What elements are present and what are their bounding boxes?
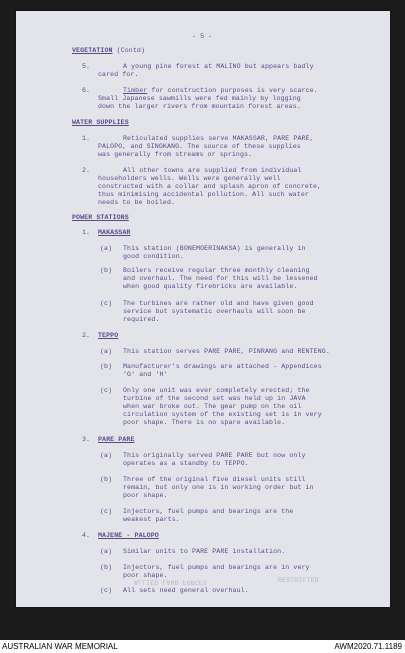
archive-footer xyxy=(0,640,405,653)
heading-suffix: (Contd) xyxy=(116,47,146,54)
item-number: 6. xyxy=(82,87,91,94)
paragraph-line: poor shape. xyxy=(123,572,168,579)
section-heading-water-supplies: WATER SUPPLIES xyxy=(72,119,129,126)
sub-item-tag: (a) xyxy=(100,245,113,252)
paragraph-line: weakest parts. xyxy=(123,516,180,523)
item-number: 1. xyxy=(82,135,91,142)
paragraph-line: turbine of the second set was held up in JAVA xyxy=(123,395,306,402)
sub-item-tag: (c) xyxy=(100,300,113,307)
subsection-title: TEPPO xyxy=(98,332,119,339)
paragraph-line: Reticulated supplies serve MAKASSAR, PARE PARE, xyxy=(123,135,314,142)
paragraph-line: This originally served PARE PARE but now only xyxy=(123,452,306,459)
sub-item-tag: (b) xyxy=(100,363,113,370)
paragraph-line: All sets need general overhaul. xyxy=(123,587,249,594)
paragraph-line: was generally from streams or springs. xyxy=(98,151,253,158)
footer-source: AUSTRALIAN WAR MEMORIAL xyxy=(2,642,118,651)
paragraph-line: This station serves PARE PARE, PINRANG and RENTENG. xyxy=(123,348,330,355)
page-number: - 5 - xyxy=(192,33,213,40)
section-heading-vegetation xyxy=(72,47,145,55)
paragraph-line: Small Japanese sawmills were fed mainly by logging xyxy=(98,95,301,102)
heading-text: VEGETATION xyxy=(72,47,113,54)
paragraph-line: when good quality firebricks are available. xyxy=(123,283,298,290)
paragraph-line: constructed with a collar and splash apron of concrete, xyxy=(98,183,322,190)
paragraph-line: circulation system of the existing set is in very xyxy=(123,411,322,418)
subsection-title: PARE PARE xyxy=(98,436,135,443)
subsection-number: 3. xyxy=(82,436,91,443)
paragraph-line: Only one unit was ever completely erected; the xyxy=(123,387,310,394)
paragraph-line: Injectors, fuel pumps and bearings are the xyxy=(123,508,294,515)
bleed-through-text: ALLIED LAND FORCES xyxy=(134,578,208,586)
subsection-number: 2. xyxy=(82,332,91,339)
paragraph-line: Similar units to PARE PARE installation. xyxy=(123,548,286,555)
paragraph-line: The turbines are rather old and have given good xyxy=(123,300,314,307)
paragraph-line: This station (BONEMOERINAKSA) is generally in xyxy=(123,245,306,252)
subsection-title: MAKASSAR xyxy=(98,229,131,236)
section-heading-power-stations: POWER STATIONS xyxy=(72,214,129,221)
sub-item-tag: (a) xyxy=(100,452,113,459)
sub-item-tag: (c) xyxy=(100,387,113,394)
paragraph-line: down the larger rivers from mountain forest areas. xyxy=(98,103,301,110)
paragraph-line: remain, but only one is in working order but in xyxy=(123,484,314,491)
paragraph-line: householders wells. Wells were generally well xyxy=(98,175,281,182)
paragraph-line: required. xyxy=(123,316,160,323)
paragraph-line: operates as a standby to TEPPO. xyxy=(123,460,249,467)
sub-item-tag: (b) xyxy=(100,476,113,483)
sub-item-tag: (a) xyxy=(100,348,113,355)
item-number: 2. xyxy=(82,167,91,174)
footer-accession-number: AWM2020.71.1189 xyxy=(334,642,402,651)
paragraph-line: service but systematic overhauls will soon be xyxy=(123,308,306,315)
paragraph-line: Timber for construction purposes is very scarce. xyxy=(123,87,318,94)
sub-item-tag: (c) xyxy=(100,508,113,515)
paragraph-line: A young pine forest at MALINO but appears badly xyxy=(123,63,314,70)
sub-item-tag: (a) xyxy=(100,548,113,555)
bleed-through-text: RESTRICTED xyxy=(278,577,319,584)
paragraph-line: Three of the original five diesel units still xyxy=(123,476,306,483)
paragraph-line: cared for. xyxy=(98,71,139,78)
paragraph-line: and overhaul. The need for this will be lessened xyxy=(123,275,318,282)
paragraph-line: needs to be boiled. xyxy=(98,199,176,206)
paragraph-line: poor shape. xyxy=(123,492,168,499)
paragraph-line: Manufacturer's drawings are attached - Appendices xyxy=(123,363,322,370)
paragraph-line: good condition. xyxy=(123,253,184,260)
sub-item-tag: (c) xyxy=(100,587,113,594)
subsection-number: 1. xyxy=(82,229,91,236)
paragraph-line: Injectors, fuel pumps and bearings are in very xyxy=(123,564,310,571)
sub-item-tag: (b) xyxy=(100,564,113,571)
subsection-title: MAJENE - PALOPO xyxy=(98,532,159,539)
paragraph-line: All other towns are supplied from individual xyxy=(123,167,302,174)
paragraph-line: thus minimising accidental pollution. All such water xyxy=(98,191,309,198)
paragraph-line: Boilers receive regular three monthly cleaning xyxy=(123,267,310,274)
paragraph-line: PALOPO, and SINGKANG. The source of these supplies xyxy=(98,143,301,150)
underlined-term: Timber xyxy=(123,87,148,94)
item-number: 5. xyxy=(82,63,91,70)
document-page xyxy=(16,11,390,607)
paragraph-line: when war broke out. The gear pump on the oil xyxy=(123,403,302,410)
paragraph-line: poor shape. There is no spare available. xyxy=(123,419,286,426)
subsection-number: 4. xyxy=(82,532,91,539)
paragraph-line: 'G' and 'H' xyxy=(123,371,168,378)
sub-item-tag: (b) xyxy=(100,267,113,274)
